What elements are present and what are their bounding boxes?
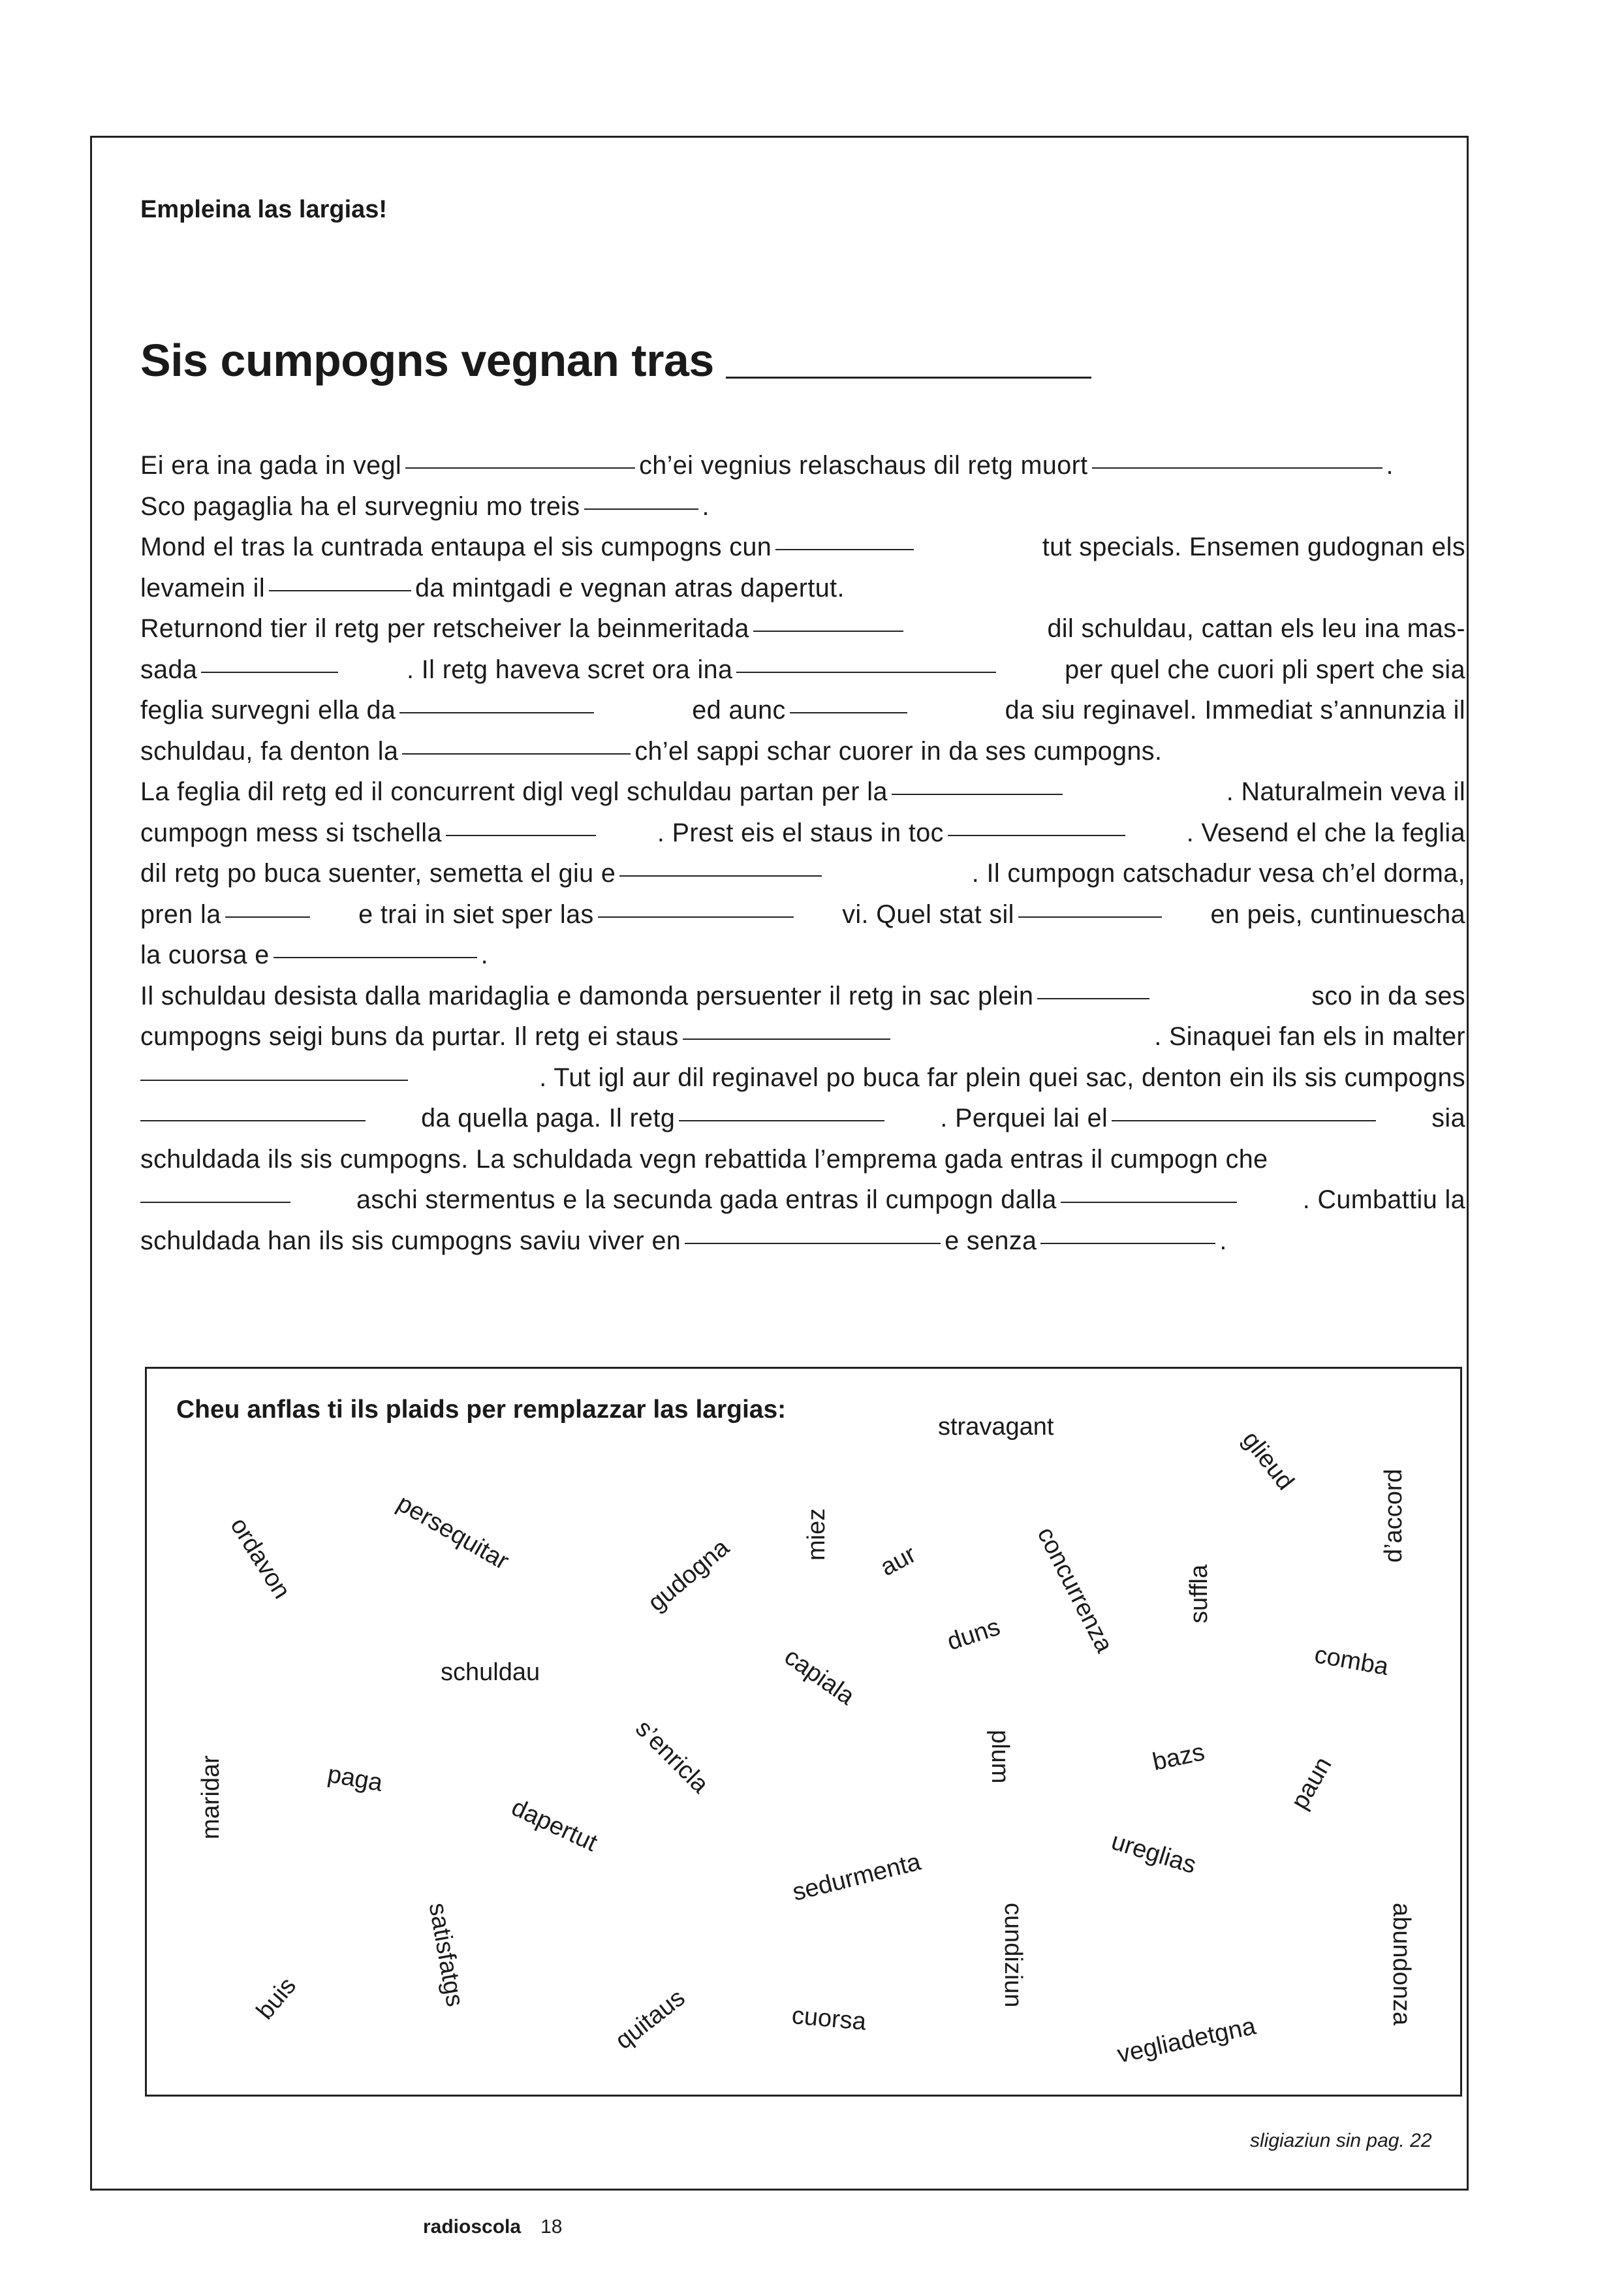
gap-blank[interactable] [584,508,698,510]
word-dapertut[interactable]: dapertut [507,1794,602,1858]
gap-blank[interactable] [225,916,310,918]
gap-blank[interactable] [405,467,635,469]
story-text [140,445,1465,1261]
gap-blank[interactable] [598,916,794,918]
gap-blank[interactable] [1040,1243,1215,1244]
story-line: Returnond tier il retg per retscheiver la beinmeritada dil schuldau, cattan els leu ina mas- [140,614,1465,643]
word-buis[interactable]: buis [251,1972,302,2025]
story-line: schuldau, fa denton la ch’el sappi schar cuorer in da ses cumpogns. [140,736,1163,766]
gap-blank[interactable] [892,794,1063,795]
gap-blank[interactable] [402,753,631,755]
story-line: La feglia dil retg ed il concurrent digl vegl schuldau partan per la . Naturalmein veva il [140,777,1465,806]
word-ordavon[interactable]: ordavon [225,1513,296,1604]
story-line: schuldada ils sis cumpogns. La schuldada vegn rebattida l’emprema gada entras il cumpogn che [140,1144,1268,1174]
gap-blank[interactable] [736,672,996,673]
gap-blank[interactable] [679,1120,884,1121]
story-line: Mond el tras la cuntrada entaupa el sis cumpogns cun tut specials. Ensemen gudognan els [140,533,1465,561]
gap-blank[interactable] [140,1080,408,1081]
word-d-accord[interactable]: d’accord [1380,1469,1407,1563]
word-satisfatgs[interactable]: satisfatgs [423,1901,469,2009]
story-line: . Tut igl aur dil reginavel po buca far plein quei sac, denton ein ils sis cumpogns [140,1057,1465,1099]
story-line: cumpogns seigi buns da purtar. Il retg ei staus . Sinaquei fan els in malter [140,1022,1465,1051]
title-blank[interactable] [726,377,1091,379]
word-quitaus[interactable]: quitaus [610,1984,691,2055]
gap-blank[interactable] [140,1202,290,1203]
gap-blank[interactable] [140,1120,366,1121]
story-line: feglia survegni ella da ed aunc da siu reginavel. Immediat s’annunzia il [140,696,1465,725]
gap-blank[interactable] [685,1243,941,1244]
title-text: Sis cumpogns vegnan tras [140,335,714,386]
story-line: Ei era ina gada in vegl ch’ei vegnius relaschaus dil retg muort . [140,451,1394,480]
word-comba[interactable]: comba [1312,1641,1391,1681]
story-line: la cuorsa e . [140,941,488,969]
word-persequitar[interactable]: persequitar [392,1490,514,1576]
story-line: da quella paga. Il retg . Perquei lai el sia [140,1098,1465,1139]
gap-blank[interactable] [683,1038,890,1040]
solution-note: sligiaziun sin pag. 22 [1250,2130,1432,2151]
story-line: Il schuldau desista dalla maridaglia e damonda persuenter il retg in sac plein sco in da ses [140,981,1465,1010]
story-title [140,334,1091,386]
gap-blank[interactable] [1112,1120,1376,1121]
word-vegliadetgna[interactable]: vegliadetgna [1115,2012,1258,2069]
story-line: Sco pagaglia ha el survegniu mo treis . [140,492,710,521]
word-aur[interactable]: aur [876,1540,921,1582]
story-line: sada . Il retg haveva scret ora ina per quel che cuori pli spert che sia [140,655,1465,684]
word-maridar[interactable]: maridar [197,1755,225,1839]
story-line: schuldada han ils sis cumpogns saviu viver en e senza . [140,1226,1227,1255]
word-schuldau[interactable]: schuldau [441,1659,540,1686]
gap-blank[interactable] [446,835,596,836]
gap-blank[interactable] [1061,1202,1237,1203]
gap-blank[interactable] [1018,916,1162,918]
gap-blank[interactable] [201,672,338,673]
gap-blank[interactable] [753,631,903,632]
gap-blank[interactable] [1037,998,1149,999]
word-bazs[interactable]: bazs [1150,1738,1208,1777]
word-cuorsa[interactable]: cuorsa [790,2002,867,2036]
story-line: pren la e trai in siet sper las vi. Quel stat sil en peis, cuntinuescha [140,899,1465,929]
word-suffla[interactable]: suffla [1185,1564,1213,1623]
word-paun[interactable]: paun [1286,1752,1337,1814]
instruction: Empleina las largias! [140,196,388,223]
page-number: 18 [540,2216,563,2238]
word-ureglias[interactable]: ureglias [1108,1828,1200,1880]
gap-blank[interactable] [1092,467,1382,469]
word-stravagant[interactable]: stravagant [938,1413,1054,1441]
word-duns[interactable]: duns [944,1613,1004,1656]
word-miez[interactable]: miez [803,1508,830,1561]
gap-blank[interactable] [948,835,1125,836]
word-cundiziun[interactable]: cundiziun [999,1903,1027,2008]
word-plum[interactable]: plum [986,1730,1014,1784]
word-box-title: Cheu anflas ti ils plaids per remplazzar las largias: [176,1396,787,1424]
story-line: cumpogn mess si tschella . Prest eis el staus in toc . Vesend el che la feglia [140,818,1465,847]
word-glieud[interactable]: glieud [1236,1426,1300,1495]
word-concurrenza[interactable]: concurrenza [1031,1523,1118,1657]
word-abundonza[interactable]: abundonza [1388,1903,1415,2026]
story-line: levamein il da mintgadi e vegnan atras dapertut. [140,573,845,602]
gap-blank[interactable] [399,712,594,713]
story-line: dil retg po buca suenter, semetta el giu e . Il cumpogn catschadur vesa ch’el dorma, [140,859,1465,888]
gap-blank[interactable] [790,712,907,713]
gap-blank[interactable] [269,590,411,591]
word-sedurmenta[interactable]: sedurmenta [790,1848,924,1907]
gap-blank[interactable] [775,549,914,550]
word-capiala[interactable]: capiala [779,1643,860,1711]
gap-blank[interactable] [273,957,477,958]
word-s-enricla[interactable]: s’enricla [630,1715,714,1799]
gap-blank[interactable] [619,875,822,877]
publication-name: radioscola [423,2216,522,2238]
page-footer [423,2216,562,2238]
word-paga[interactable]: paga [325,1760,385,1798]
story-line: aschi stermentus e la secunda gada entras il cumpogn dalla . Cumbattiu la [140,1179,1465,1221]
word-gudogna[interactable]: gudogna [643,1533,735,1617]
